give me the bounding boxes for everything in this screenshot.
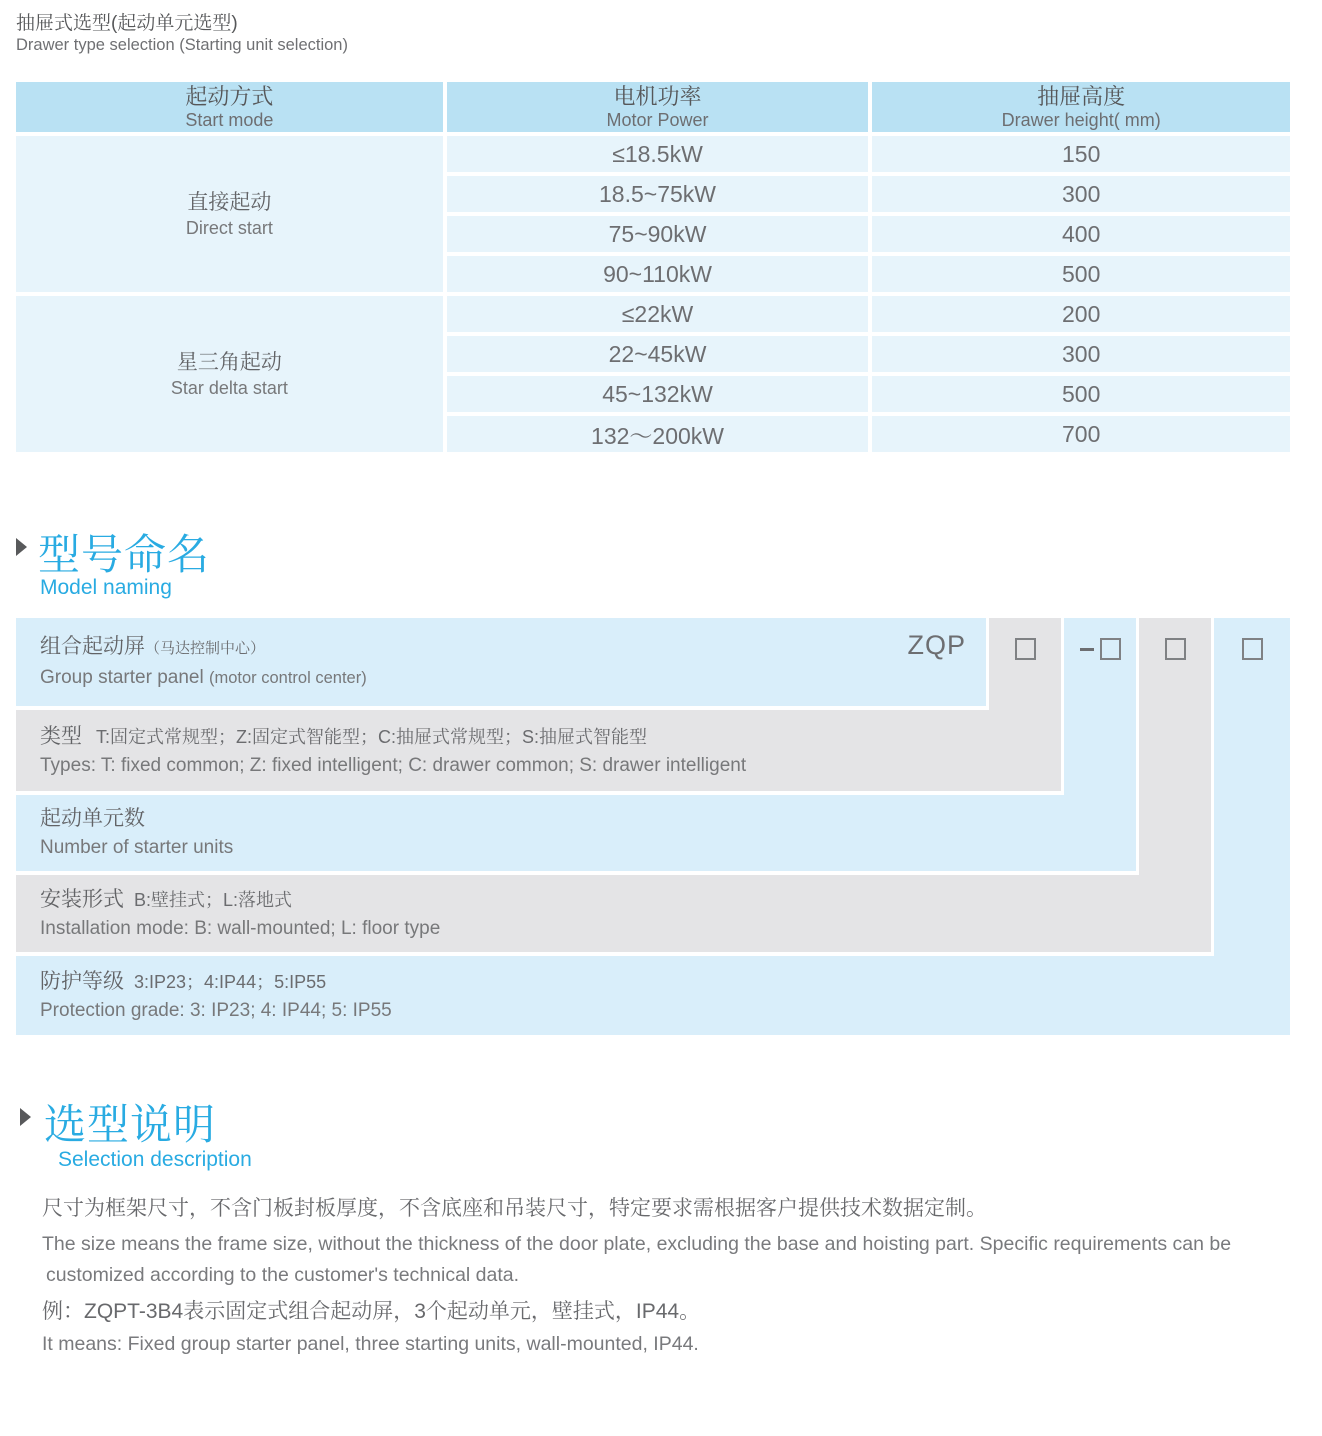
row1-cn-main: 组合起动屏	[40, 635, 145, 658]
height-cell: 400	[872, 216, 1290, 252]
mode-cell-star-delta	[16, 296, 443, 452]
desc-line1-cn: 尺寸为框架尺寸，不含门板封板厚度，不含底座和吊装尺寸，特定要求需根据客户提供技术数据定制。	[42, 1197, 987, 1220]
mode-direct-start-cn: 直接起动	[187, 191, 272, 214]
row4-en: Installation mode: B: wall-mounted; L: floor type	[40, 917, 441, 939]
row1-cn	[40, 632, 986, 664]
row3-en: Number of starter units	[40, 837, 234, 858]
desc-line5-en: It means: Fixed group starter panel, three starting units, wall-mounted, IP44.	[42, 1333, 699, 1355]
ladder-row-types	[16, 710, 1061, 791]
mode-direct-start-en: Direct start	[185, 218, 273, 238]
code-box-type	[1015, 638, 1036, 660]
power-cell: 90~110kW	[447, 256, 869, 292]
mode-star-delta-cn: 星三角起动	[176, 351, 282, 374]
row4-cn-label: 安装形式	[40, 887, 124, 911]
table-row	[16, 296, 1290, 332]
row5-en: Protection grade: 3: IP23; 4: IP44; 5: IP55	[40, 999, 392, 1021]
code-box-units	[1100, 638, 1121, 660]
model-naming-title-cn: 型号命名	[38, 531, 211, 578]
desc-line2-en: The size means the frame size, without the thickness of the door plate, excluding the base and hoisting part. Specific requirements can be	[42, 1233, 1232, 1255]
height-cell: 500	[872, 256, 1290, 292]
header-drawer-height-en: Drawer height( mm)	[1001, 109, 1161, 130]
row4-cn	[40, 885, 1211, 915]
ladder-row-installation	[16, 875, 1211, 952]
row2-cn	[40, 722, 1061, 752]
selection-desc-title-cn: 选型说明	[44, 1101, 217, 1148]
selection-description-text	[42, 1196, 1292, 1362]
power-cell: 18.5~75kW	[447, 176, 869, 212]
row2-cn-label: 类型	[40, 724, 82, 748]
height-cell: 700	[872, 416, 1290, 452]
table-header-row	[16, 82, 1290, 132]
height-cell: 150	[872, 136, 1290, 172]
header-start-mode	[16, 82, 443, 132]
row2-en: Types: T: fixed common; Z: fixed intelligent; C: drawer common; S: drawer intelligent	[40, 754, 747, 776]
header-drawer-height-cn: 抽屉高度	[1037, 83, 1126, 109]
mode-cell-direct-start	[16, 136, 443, 292]
model-naming-title-en: Model naming	[40, 576, 172, 599]
selection-desc-title-en: Selection description	[58, 1148, 252, 1171]
model-naming-diagram	[16, 618, 1290, 1035]
page-title-en: Drawer type selection (Starting unit selection)	[16, 36, 348, 54]
row1-en-main: Group starter panel	[40, 667, 204, 688]
ladder-row-starter-units	[16, 795, 1136, 871]
row1-cn-sub: （马达控制中心）	[145, 640, 266, 657]
section-bullet-icon	[20, 1108, 31, 1126]
power-cell: 132～200kW	[447, 416, 869, 452]
header-motor-power-cn: 电机功率	[613, 83, 702, 109]
row5-cn-label: 防护等级	[40, 969, 124, 993]
page-title-cn: 抽屉式选型(起动单元选型)	[16, 13, 238, 34]
height-cell: 500	[872, 376, 1290, 412]
row5-cn	[40, 967, 1290, 997]
row3-cn: 起动单元数	[40, 807, 145, 830]
ladder-row-group-starter-panel	[16, 618, 986, 706]
row4-cn-detail: B:壁挂式；L:落地式	[134, 889, 293, 910]
code-dash	[1080, 638, 1094, 660]
row1-en-sub: (motor control center)	[208, 669, 367, 687]
height-cell: 300	[872, 176, 1290, 212]
row2-cn-detail: T:固定式常规型；Z:固定式智能型；C:抽屉式常规型；S:抽屉式智能型	[96, 726, 648, 747]
header-drawer-height	[872, 82, 1290, 132]
header-motor-power-en: Motor Power	[606, 109, 709, 130]
code-box-installation	[1165, 638, 1186, 660]
power-cell: ≤22kW	[447, 296, 869, 332]
drawer-selection-table	[16, 82, 1290, 452]
power-cell: 75~90kW	[447, 216, 869, 252]
header-start-mode-cn: 起动方式	[185, 83, 274, 109]
power-cell: ≤18.5kW	[447, 136, 869, 172]
section-bullet-icon	[16, 538, 27, 556]
code-box-protection	[1242, 638, 1263, 660]
height-cell: 300	[872, 336, 1290, 372]
header-motor-power	[447, 82, 869, 132]
desc-line3-en: customized according to the customer's technical data.	[46, 1264, 520, 1286]
row1-en	[40, 664, 986, 692]
mode-star-delta-en: Star delta start	[170, 378, 288, 398]
height-cell: 200	[872, 296, 1290, 332]
row5-cn-detail: 3:IP23；4:IP44；5:IP55	[134, 971, 327, 992]
table-row	[16, 136, 1290, 172]
power-cell: 45~132kW	[447, 376, 869, 412]
desc-line4-cn: 例：ZQPT-3B4表示固定式组合起动屏，3个起动单元，壁挂式，IP44。	[42, 1300, 701, 1323]
power-cell: 22~45kW	[447, 336, 869, 372]
ladder-row-protection	[16, 956, 1290, 1035]
model-code-prefix: ZQP	[907, 630, 966, 660]
header-start-mode-en: Start mode	[185, 109, 274, 130]
